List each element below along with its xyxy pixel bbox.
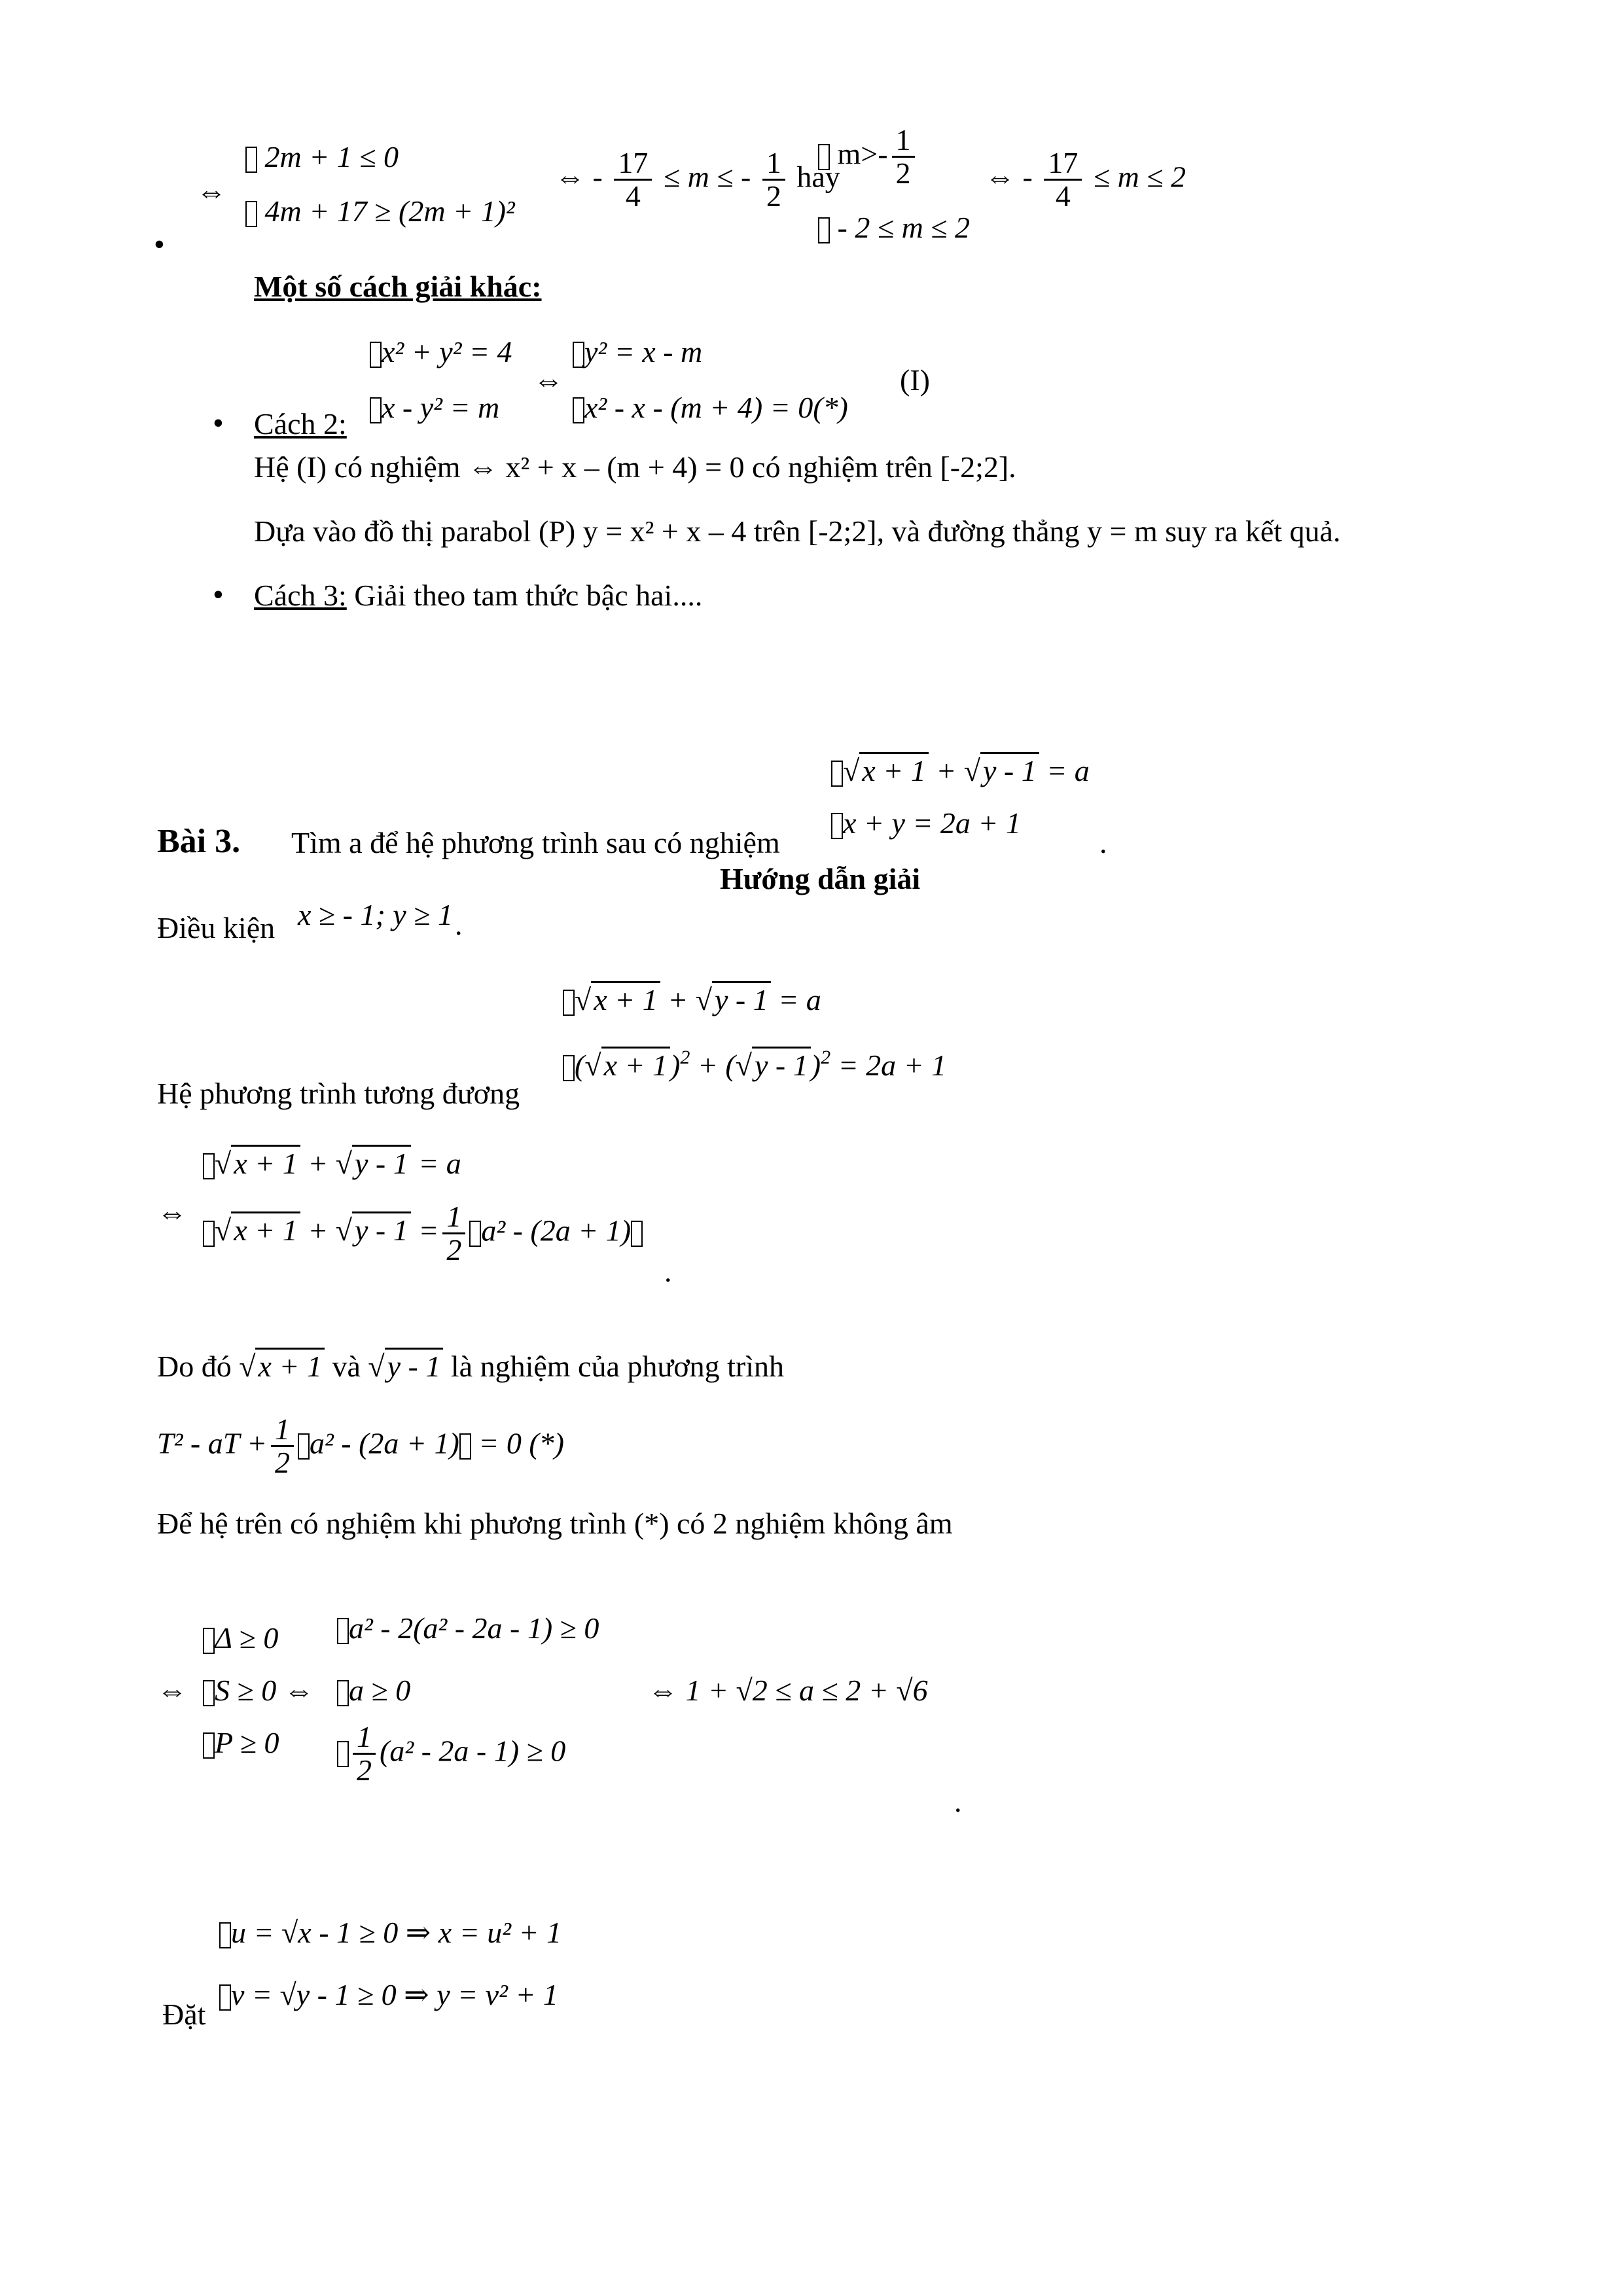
dat-u-text: u = √x - 1 ≥ 0 ⇒ x = u² + 1 [231,1916,562,1949]
delta-r1-text: Δ ≥ 0 [215,1621,279,1655]
sys1-top [370,334,512,370]
delta-r2-text: S ≥ 0 ⇔ [215,1674,314,1707]
frac-num: 1 [353,1721,376,1755]
brace-box [245,139,399,175]
frac-num: 1 [271,1414,294,1447]
brace-bottom: 4m + 17 ≥ (2m + 1)² [264,194,515,228]
hay-word: hay [796,160,840,194]
dat-v-text: v = √y - 1 ≥ 0 ⇒ y = v² + 1 [231,1978,558,2011]
frac-den: 4 [1055,179,1071,213]
frac-num: 17 [614,147,652,181]
condition-period: . [455,908,463,941]
delta-r3 [203,1725,279,1761]
delta-c1 [337,1610,599,1646]
frac-den: 2 [275,1446,290,1480]
delta-r2 [203,1672,314,1708]
condition-value: x ≥ - 1; y ≥ 1 [298,898,453,931]
equiv-arrow: ⇔ [196,175,226,208]
delta-period: . [954,1785,962,1818]
delta-c2 [337,1672,410,1708]
system-tag: (I) [900,363,930,397]
sys2-top-text: y² = x - m [584,335,703,368]
cach2-line2: Dựa vào đồ thị parabol (P) y = x² + x – 4 trên [-2;2], và đường thẳng y = m suy ra kết quả. [254,514,1341,548]
result-suffix: ≤ m ≤ 2 [1093,160,1186,194]
dat-label: Đặt [162,1998,206,2031]
t-eq-left: T² - aT + [157,1426,267,1460]
equiv2-row1: √x + 1 + √y - 1 = a [203,1145,461,1181]
minus: - [592,160,603,194]
delta-c1-text: a² - 2(a² - 2a - 1) ≥ 0 [349,1611,599,1645]
frac-den: 2 [446,1233,462,1267]
bai3-period: . [1099,826,1107,859]
line1-result [985,147,1186,213]
equiv2-arrow: ⇔ [157,1196,187,1229]
condition-label: Điều kiện [157,911,276,944]
equiv-row1-rhs: = a [778,983,821,1016]
delta-arrow: ⇔ [157,1674,187,1707]
sys2-top [573,334,702,370]
t-eq-right: a² - (2a + 1) [310,1426,459,1460]
cond-bottom [818,209,970,245]
frac-den: 2 [895,156,911,190]
frac-num: 1 [892,124,915,158]
frac-num: 17 [1044,147,1082,181]
cach3 [254,577,702,613]
delta-c3-tail: (a² - 2a - 1) ≥ 0 [380,1734,566,1768]
cond-top-prefix: m>- [837,137,888,171]
delta-r1 [203,1620,278,1656]
sys2-bottom-text: x² - x - (m + 4) = 0(*) [584,391,848,424]
delta-c3 [337,1721,565,1787]
cach2-label: Cách 2: [254,407,347,440]
result-prefix: ⇔ - [985,160,1033,194]
cach2-line1: Hệ (I) có nghiệm ⇔ x² + x – (m + 4) = 0 có nghiệm trên [-2;2]. [254,450,1016,484]
line1-frac-group [555,147,840,213]
t-eq-eq: = 0 (*) [478,1426,564,1460]
cond-top [818,124,919,190]
equiv2-row2: √x + 1 + √y - 1 = $\frac{1}{2}$ a² - (2a + 1) [203,1201,643,1266]
arrow: ⇔ [555,160,585,194]
delta-result: ⇔ 1 + √2 ≤ a ≤ 2 + √6 [648,1674,928,1707]
frac-den: 2 [766,179,781,213]
brace-box [245,193,515,229]
frac-den: 2 [357,1753,372,1787]
bullet: • [213,577,224,612]
bai3-title: Bài 3. [157,823,241,860]
equiv-label: Hệ phương trình tương đương [157,1077,520,1110]
do-do-line: Do đó √x + 1 và √y - 1 là nghiệm của phương trình [157,1348,784,1384]
equiv2-row1-rhs: = a [418,1147,461,1180]
bai3-sys-top: √x + 1 + √y - 1 = a [831,753,1090,789]
do-do-mid: và [332,1350,361,1383]
equiv2-row2-tail: a² - (2a + 1) [481,1213,632,1247]
do-do-suffix: là nghiệm của phương trình [450,1350,785,1383]
bullet: • [213,406,224,440]
dat-v-line [219,1977,558,2013]
frac-num: 1 [762,147,785,181]
cach3-text: Giải theo tam thức bậc hai.... [354,579,703,612]
cach3-label: Cách 3: [254,579,347,612]
equiv-row2: $(√x + 1)^2 + (√y - 1)^2 = 2a + 1$ [563,1047,946,1083]
bai3-sys-bottom-text: x + y = 2a + 1 [843,806,1021,840]
sys-arrow: ⇔ [533,363,563,397]
cond-bottom-text: - 2 ≤ m ≤ 2 [837,211,971,244]
frac-den: 4 [625,179,641,213]
condition-text: Để hệ trên có nghiệm khi phương trình (*) có 2 nghiệm không âm [157,1507,953,1540]
delta-c2-text: a ≥ 0 [349,1674,411,1707]
equiv-row2-rhs: = 2a + 1 [838,1049,947,1082]
equiv-row1: √x + 1 + √y - 1 = a [563,982,821,1018]
bai3-sys-top-rhs: = a [1046,754,1090,787]
guide-heading: Hướng dẫn giải [720,862,921,895]
t-equation [157,1414,564,1479]
delta-r3-text: P ≥ 0 [215,1726,279,1759]
bai3-text: Tìm a để hệ phương trình sau có nghiệm [291,826,780,859]
sys1-top-text: x² + y² = 4 [382,335,512,368]
sys1-bottom-text: x - y² = m [382,391,500,424]
dat-u-line [219,1914,562,1950]
frac-num: 1 [442,1201,465,1234]
bullet: • [154,227,165,262]
ineq: ≤ m ≤ - [663,160,751,194]
equiv2-period: . [664,1255,672,1288]
do-do-prefix: Do đó [157,1350,232,1383]
bai3-sys-bottom [831,805,1021,841]
sys1-bottom [370,389,499,425]
brace-top: 2m + 1 ≤ 0 [264,140,399,173]
sys2-bottom [573,389,848,425]
other-methods-heading: Một số cách giải khác: [254,270,542,303]
